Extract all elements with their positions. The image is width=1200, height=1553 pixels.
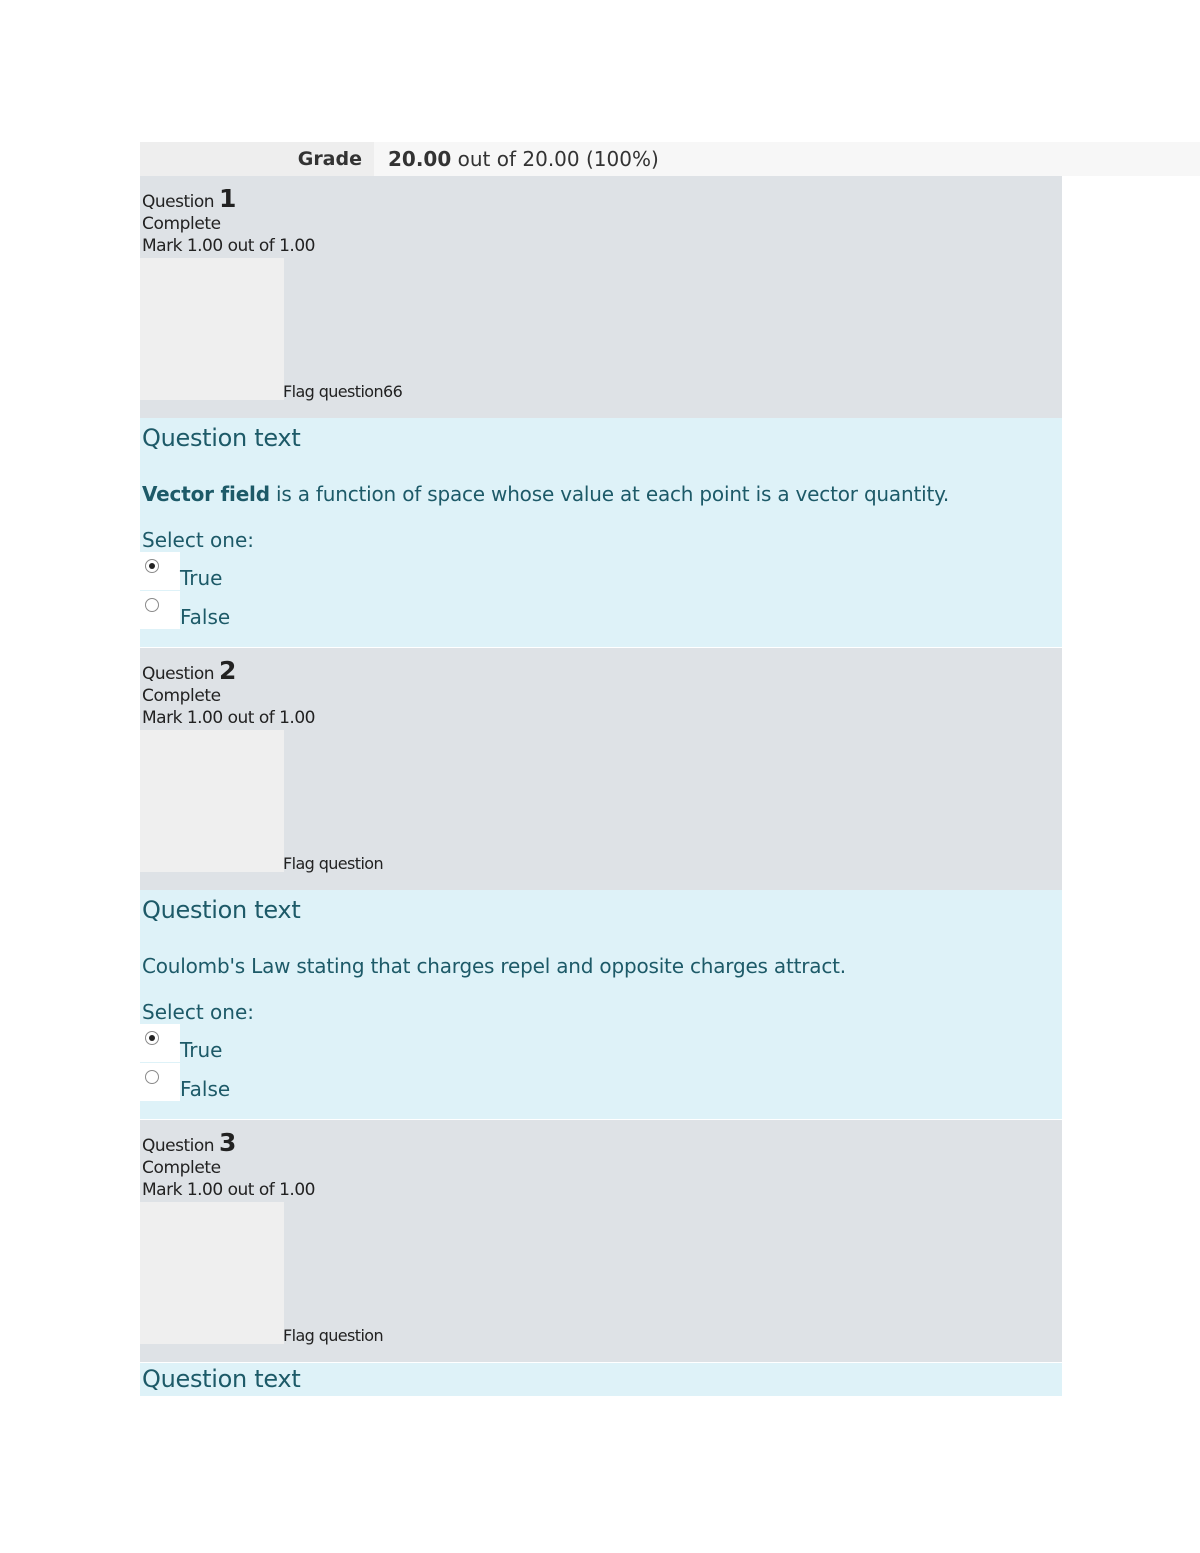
question-num: 3 <box>218 1128 237 1157</box>
flag-question-link[interactable]: Flag question <box>283 1326 384 1345</box>
question-text <box>142 482 949 506</box>
question-number <box>142 184 236 213</box>
question-word: Question <box>142 192 215 212</box>
question-state: Complete <box>142 1158 221 1178</box>
radio-unselected-icon[interactable] <box>145 1070 159 1084</box>
answer-option-label[interactable]: True <box>180 1038 223 1062</box>
grade-label: Grade <box>140 142 374 176</box>
question-number <box>142 656 236 685</box>
answer-option-true[interactable] <box>140 1024 340 1062</box>
question-text-heading: Question text <box>142 1365 301 1393</box>
question-mark: Mark 1.00 out of 1.00 <box>142 236 315 256</box>
grade-score: 20.00 <box>388 147 452 171</box>
question-1-info <box>140 176 1062 418</box>
flag-icon[interactable] <box>140 1202 284 1344</box>
question-word: Question <box>142 664 215 684</box>
radio-unselected-icon[interactable] <box>145 598 159 612</box>
question-1-content <box>140 418 1062 647</box>
answer-option-label[interactable]: True <box>180 566 223 590</box>
grade-out-of: out of 20.00 (100%) <box>457 147 659 171</box>
radio-container <box>140 1024 180 1062</box>
question-num: 2 <box>218 656 237 685</box>
radio-container <box>140 591 180 629</box>
flag-icon[interactable] <box>140 258 284 400</box>
question-2-info <box>140 648 1062 890</box>
select-one-prompt: Select one: <box>142 1000 255 1024</box>
question-state: Complete <box>142 686 221 706</box>
answer-option-false[interactable] <box>140 1063 340 1101</box>
answer-option-label[interactable]: False <box>180 605 231 629</box>
question-text-rest: Coulomb's Law stating that charges repel and opposite charges attract. <box>142 954 846 978</box>
flag-question-link[interactable]: Flag question <box>283 854 384 873</box>
question-word: Question <box>142 1136 215 1156</box>
question-state: Complete <box>142 214 221 234</box>
flag-icon[interactable] <box>140 730 284 872</box>
select-one-prompt: Select one: <box>142 528 255 552</box>
radio-selected-icon[interactable] <box>145 559 159 573</box>
question-mark: Mark 1.00 out of 1.00 <box>142 1180 315 1200</box>
question-3-info <box>140 1120 1062 1362</box>
question-number <box>142 1128 236 1157</box>
answer-option-label[interactable]: False <box>180 1077 231 1101</box>
grade-summary-row <box>140 142 1200 176</box>
answer-option-false[interactable] <box>140 591 340 629</box>
flag-question-link[interactable]: Flag question66 <box>283 382 403 401</box>
question-3-content <box>140 1363 1062 1396</box>
radio-container <box>140 552 180 590</box>
question-text-rest: is a function of space whose value at each point is a vector quantity. <box>269 482 950 506</box>
question-text-bold: Vector field <box>142 482 270 506</box>
question-text-heading: Question text <box>142 424 301 452</box>
radio-container <box>140 1063 180 1101</box>
question-mark: Mark 1.00 out of 1.00 <box>142 708 315 728</box>
answer-option-true[interactable] <box>140 552 340 590</box>
question-text <box>142 954 846 978</box>
radio-selected-icon[interactable] <box>145 1031 159 1045</box>
question-2-content <box>140 890 1062 1119</box>
question-text-heading: Question text <box>142 896 301 924</box>
grade-value <box>374 142 1200 176</box>
question-num: 1 <box>218 184 237 213</box>
